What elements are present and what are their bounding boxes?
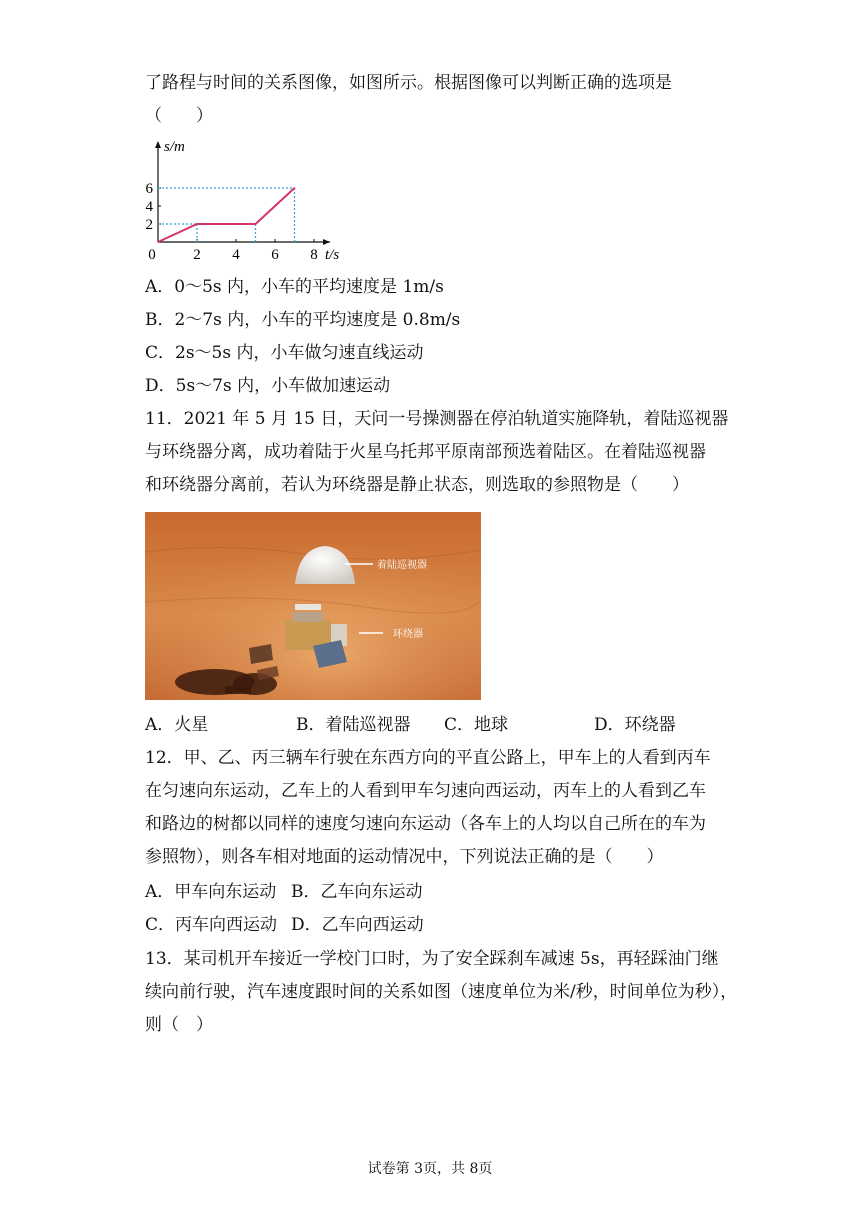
- q12-option-d: D．乙车向西运动: [291, 915, 424, 935]
- q11-option-a: A．火星: [145, 715, 209, 735]
- q11-option-b: B．着陆巡视器: [296, 715, 411, 735]
- q10-option-b: B．2～7s 内，小车的平均速度是 0.8m/s: [145, 310, 461, 330]
- q12-stem-line-1: 12．甲、乙、丙三辆车行驶在东西方向的平直公路上，甲车上的人看到丙车: [145, 748, 711, 768]
- x-tick-label: 6: [271, 247, 279, 263]
- x-tick-label: 2: [193, 247, 201, 263]
- distance-time-chart: [140, 135, 340, 265]
- q11-stem-line-1: 11．2021 年 5 月 15 日，天问一号操测器在停泊轨道实施降轨，着陆巡视器: [145, 409, 729, 429]
- label-lander: 着陆巡视器: [377, 560, 427, 571]
- origin-label: 0: [148, 247, 156, 263]
- q11-option-d: D．环绕器: [594, 715, 676, 735]
- label-orbiter: 环绕器: [393, 629, 423, 640]
- q12-stem-line-4: 参照物），则各车相对地面的运动情况中，下列说法正确的是（ ）: [145, 847, 664, 867]
- q13-stem-line-2: 续向前行驶，汽车速度跟时间的关系如图（速度单位为米/秒，时间单位为秒），: [145, 982, 738, 1002]
- distance-series-line: [158, 188, 295, 242]
- data-point: [196, 223, 198, 225]
- y-axis-label: s/m: [164, 139, 185, 155]
- q11-stem-line-2: 与环绕器分离，成功着陆于火星乌托邦平原南部预选着陆区。在着陆巡视器: [145, 442, 706, 462]
- y-axis-arrow: [155, 141, 161, 148]
- x-tick-label: 4: [232, 247, 240, 263]
- y-tick-label: 6: [145, 181, 153, 197]
- x-tick-label: 8: [310, 247, 318, 263]
- x-axis-label: t/s: [325, 247, 340, 263]
- data-point: [255, 223, 257, 225]
- q12-stem-line-2: 在匀速向东运动，乙车上的人看到甲车匀速向西运动，丙车上的人看到乙车: [145, 781, 706, 801]
- q12-option-b: B．乙车向东运动: [291, 882, 423, 902]
- q10-option-a: A．0～5s 内，小车的平均速度是 1m/s: [145, 277, 444, 297]
- data-point: [294, 187, 296, 189]
- x-axis-arrow: [323, 239, 330, 245]
- q12-option-a: A．甲车向东运动: [145, 882, 277, 902]
- page-footer: 试卷第 3页，共 8页: [367, 1161, 493, 1177]
- q12-option-c: C．丙车向西运动: [145, 915, 278, 935]
- q10-option-d: D．5s～7s 内，小车做加速运动: [145, 376, 391, 396]
- q11-option-c: C．地球: [444, 715, 509, 735]
- data-point: [157, 241, 159, 243]
- q13-stem-line-1: 13．某司机开车接近一学校门口时，为了安全踩刹车减速 5s，再轻踩油门继: [145, 949, 719, 969]
- q10-stem-answer-blank: （ ）: [145, 106, 213, 126]
- q13-stem-line-3: 则（ ）: [145, 1015, 213, 1035]
- mars-lander-orbiter-image: [145, 512, 481, 700]
- q11-stem-line-3: 和环绕器分离前，若认为环绕器是静止状态，则选取的参照物是（ ）: [145, 475, 689, 495]
- q10-option-c: C．2s～5s 内，小车做匀速直线运动: [145, 343, 424, 363]
- q10-stem-line-1: 了路程与时间的关系图像，如图所示。根据图像可以判断正确的选项是: [145, 73, 672, 93]
- q12-stem-line-3: 和路边的树都以同样的速度匀速向东运动（各车上的人均以自己所在的车为: [145, 814, 706, 834]
- y-tick-label: 2: [145, 217, 153, 233]
- y-tick-label: 4: [145, 199, 153, 215]
